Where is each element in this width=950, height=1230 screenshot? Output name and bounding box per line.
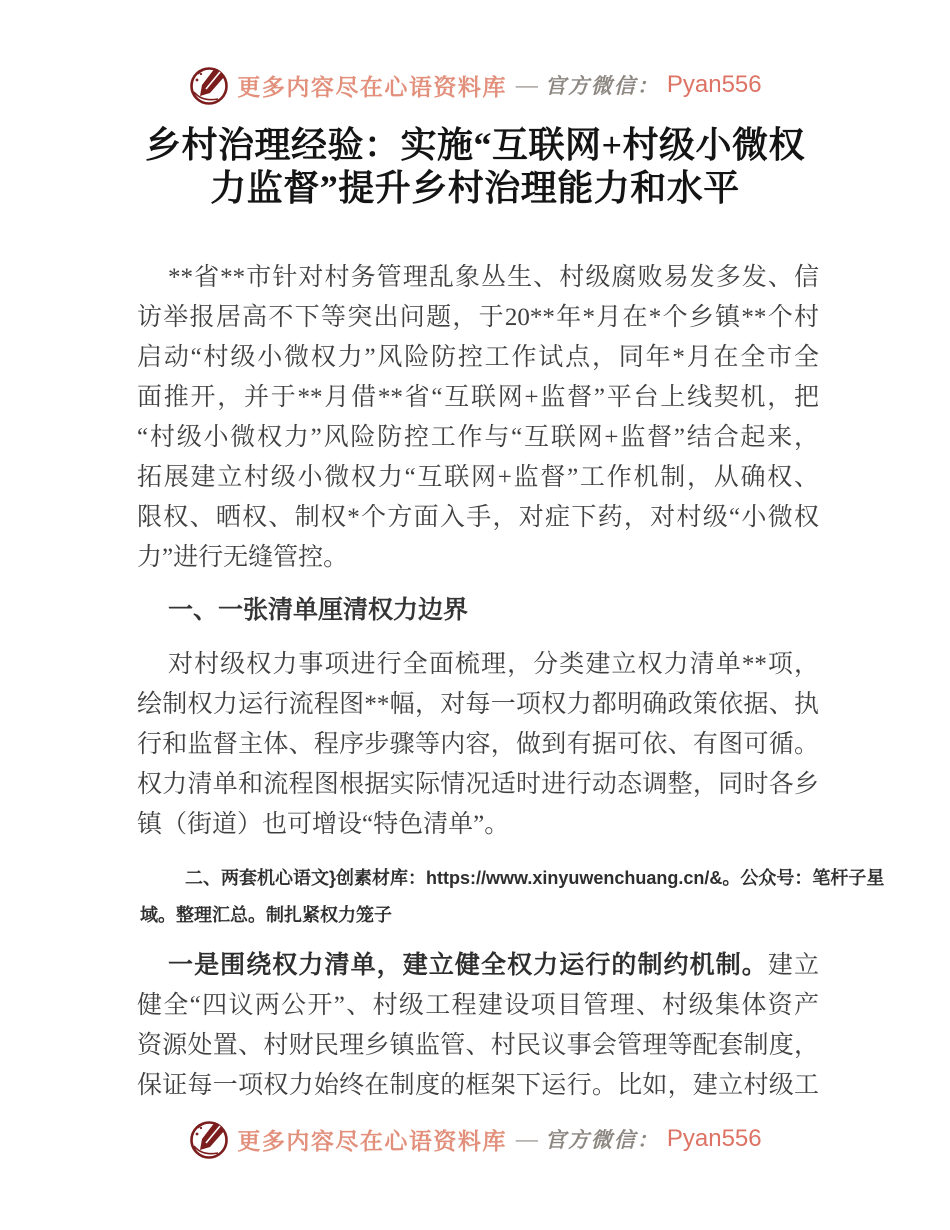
paragraph-line: 绘制权力运行流程图**幅，对每一项权力都明确政策依据、执 — [137, 691, 819, 718]
paragraph-line: 访举报居高不下等突出问题，于20**年*月在*个乡镇**个村 — [137, 304, 819, 331]
source-note-line-1: 二、两套机心语文}创素材库：https://www.xinyuwenchuang.cn/&。公众号：笔杆子星 — [185, 868, 885, 888]
pen-swirl-logo-icon — [188, 62, 230, 108]
paragraph-line: **省**市针对村务管理乱象丛生、村级腐败易发多发、信 — [168, 264, 819, 291]
paragraph-line: 资源处置、村财民理乡镇监管、村民议事会管理等配套制度， — [137, 1032, 819, 1059]
paragraph-line: 限权、晒权、制权*个方面入手，对症下药，对村级“小微权 — [137, 504, 819, 531]
paragraph-line: 权力清单和流程图根据实际情况适时进行动态调整，同时各乡 — [137, 771, 819, 798]
paragraph-1 — [137, 258, 819, 578]
watermark-dash: — — [515, 1126, 538, 1151]
watermark-wechat-label: 官方微信： — [544, 74, 660, 98]
section-heading-1: 一、一张清单厘清权力边界 — [168, 596, 469, 624]
paragraph-2 — [137, 645, 819, 845]
header-watermark — [0, 62, 950, 108]
watermark-wechat-label: 官方微信： — [544, 1128, 660, 1152]
watermark-brand-text: 更多内容尽在心语资料库 — [237, 74, 507, 100]
source-note — [140, 860, 896, 934]
page-title-line-2: 力监督”提升乡村治理能力和水平 — [210, 168, 740, 208]
watermark-wechat-id: Pyan556 — [666, 71, 762, 98]
pen-swirl-logo-icon — [188, 1116, 230, 1162]
watermark-dash: — — [515, 72, 538, 97]
paragraph-line: 启动“村级小微权力”风险防控工作试点，同年*月在全市全 — [137, 344, 819, 371]
paragraph-line: 对村级权力事项进行全面梳理，分类建立权力清单**项， — [168, 651, 819, 678]
paragraph-line: 力”进行无缝管控。 — [137, 544, 349, 571]
paragraph-line: 镇（街道）也可增设“特色清单”。 — [137, 811, 510, 838]
paragraph-line: 行和监督主体、程序步骤等内容，做到有据可依、有图可循。 — [137, 731, 819, 758]
watermark-wechat-id: Pyan556 — [666, 1125, 762, 1152]
page-title-line-1: 乡村治理经验：实施“互联网+村级小微权 — [144, 125, 805, 165]
footer-watermark — [0, 1116, 950, 1162]
paragraph-line: 健全“四议两公开”、村级工程建设项目管理、村级集体资产 — [137, 992, 819, 1019]
paragraph-line: “村级小微权力”风险防控工作与“互联网+监督”结合起来， — [137, 424, 819, 451]
paragraph-line: 保证每一项权力始终在制度的框架下运行。比如，建立村级工 — [137, 1072, 819, 1099]
source-note-line-2: 域。整理汇总。制扎紧权力笼子 — [140, 905, 392, 925]
paragraph-3 — [137, 946, 819, 1106]
paragraph-line: 拓展建立村级小微权力“互联网+监督”工作机制，从确权、 — [137, 464, 819, 491]
paragraph-line — [137, 946, 819, 986]
watermark-brand-text: 更多内容尽在心语资料库 — [237, 1128, 507, 1154]
paragraph-line: 面推开，并于**月借**省“互联网+监督”平台上线契机，把 — [137, 384, 819, 411]
lead-rest-text: 建立 — [767, 952, 819, 979]
page-title — [85, 124, 865, 210]
bold-lead-sentence: 一是围绕权力清单，建立健全权力运行的制约机制。 — [168, 952, 768, 979]
